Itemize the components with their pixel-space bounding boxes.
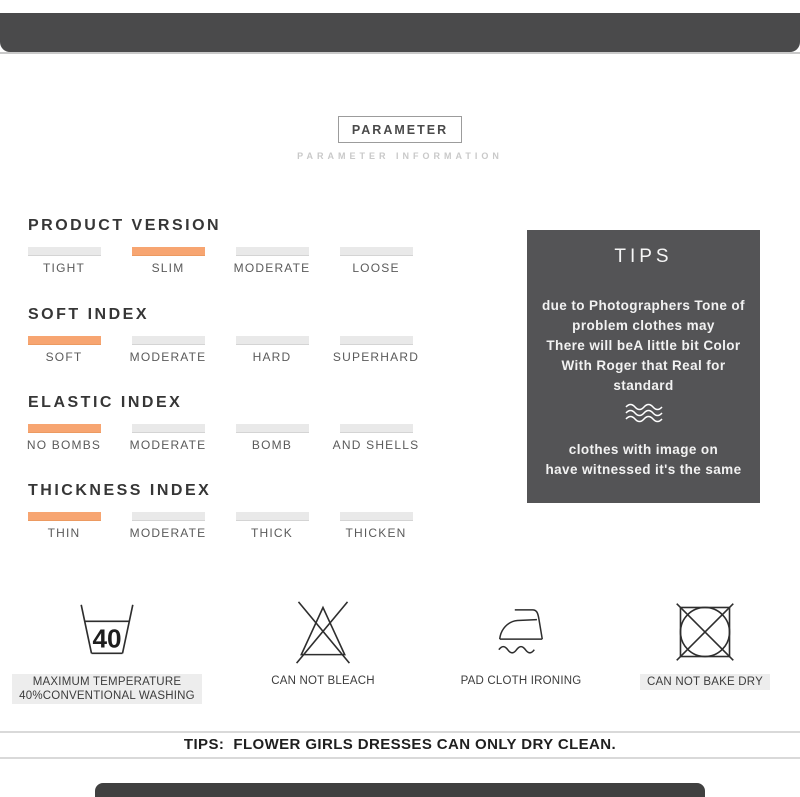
option-label: MODERATE	[129, 350, 207, 364]
rating-bar	[28, 247, 101, 256]
care-item-ironing	[432, 597, 610, 704]
option-and-shells	[324, 424, 428, 452]
wash-tub-40-icon	[75, 597, 139, 667]
care-item-washing	[0, 597, 214, 704]
option-label: MODERATE	[129, 526, 207, 540]
option-row	[12, 336, 462, 364]
option-bomb	[220, 424, 324, 452]
option-label: TIGHT	[43, 261, 85, 275]
care-label-line: MAXIMUM TEMPERATURE	[32, 676, 182, 688]
care-item-no-bleach	[214, 597, 432, 704]
care-label	[12, 674, 202, 704]
rating-bar	[236, 424, 309, 433]
section-soft-index	[12, 306, 462, 364]
wash-temperature: 40	[92, 623, 122, 654]
option-loose	[324, 247, 428, 275]
option-thin	[12, 512, 116, 540]
tips-line: clothes with image on	[568, 442, 719, 457]
pad-cloth-iron-icon	[490, 597, 552, 667]
option-label: MODERATE	[233, 261, 311, 275]
option-label: THIN	[47, 526, 81, 540]
rating-bar	[340, 512, 413, 521]
section-heading: ELASTIC INDEX	[28, 394, 183, 411]
option-thicken	[324, 512, 428, 540]
option-tight	[12, 247, 116, 275]
no-bleach-icon	[290, 597, 356, 667]
no-tumble-dry-icon	[672, 597, 738, 667]
tips-title: TIPS	[614, 246, 673, 267]
rating-bar-active	[28, 512, 101, 521]
rating-bar-active	[132, 247, 205, 256]
section-thickness-index	[12, 482, 462, 540]
care-label	[271, 674, 375, 688]
care-label-line: PAD CLOTH IRONING	[460, 675, 582, 687]
tips-line: due to Photographers Tone of	[542, 298, 745, 313]
section-elastic-index	[12, 394, 462, 452]
rating-bar	[236, 512, 309, 521]
option-label: THICKEN	[345, 526, 407, 540]
care-label-line: CAN NOT BAKE DRY	[647, 676, 763, 688]
option-superhard	[324, 336, 428, 364]
rating-bar	[340, 247, 413, 256]
page-subtitle: PARAMETER INFORMATION	[297, 151, 503, 161]
option-row	[12, 424, 462, 452]
tips-line: standard	[613, 378, 674, 393]
bottom-tip-banner: TIPS: FLOWER GIRLS DRESSES CAN ONLY DRY CLEAN.	[0, 731, 800, 759]
option-label: AND SHELLS	[332, 438, 420, 452]
option-row	[12, 512, 462, 540]
top-band-underline	[0, 52, 800, 54]
page-title: PARAMETER	[338, 116, 462, 143]
tips-line: have witnessed it's the same	[545, 462, 742, 477]
option-thick	[220, 512, 324, 540]
care-label	[461, 674, 582, 688]
top-dark-band	[0, 13, 800, 52]
option-label: SOFT	[45, 350, 83, 364]
rating-bar-active	[28, 424, 101, 433]
rating-bar	[132, 424, 205, 433]
section-heading: PRODUCT VERSION	[28, 217, 222, 234]
tips-panel	[527, 230, 760, 503]
tips-text-block-2	[527, 440, 760, 480]
tips-text-block	[527, 296, 760, 396]
section-heading: SOFT INDEX	[28, 306, 150, 323]
option-moderate	[220, 247, 324, 275]
option-hard	[220, 336, 324, 364]
section-heading: THICKNESS INDEX	[28, 482, 212, 499]
rating-bar	[340, 424, 413, 433]
care-symbols-row	[0, 597, 800, 704]
option-row	[12, 247, 462, 275]
section-product-version	[12, 217, 462, 275]
option-moderate	[116, 336, 220, 364]
option-soft	[12, 336, 116, 364]
option-slim	[116, 247, 220, 275]
rating-bar	[132, 336, 205, 345]
option-label: LOOSE	[352, 261, 400, 275]
option-label: NO BOMBS	[26, 438, 102, 452]
option-moderate	[116, 512, 220, 540]
triple-wave-icon	[527, 403, 760, 428]
option-label: BOMB	[251, 438, 293, 452]
care-label-line: 40%CONVENTIONAL WASHING	[19, 690, 195, 702]
care-label-line: CAN NOT BLEACH	[271, 675, 375, 687]
tips-line: There will beA little bit Color	[546, 338, 741, 353]
tips-line: With Roger that Real for	[561, 358, 726, 373]
care-label	[640, 674, 770, 690]
rating-bar	[132, 512, 205, 521]
rating-bar	[236, 336, 309, 345]
parameter-header	[0, 116, 800, 161]
rating-bar	[236, 247, 309, 256]
option-label: THICK	[251, 526, 293, 540]
option-moderate	[116, 424, 220, 452]
tips-line: problem clothes may	[572, 318, 715, 333]
option-label: SUPERHARD	[332, 350, 420, 364]
rating-bar-active	[28, 336, 101, 345]
option-label: MODERATE	[129, 438, 207, 452]
option-label: HARD	[252, 350, 292, 364]
option-label: SLIM	[151, 261, 185, 275]
care-item-no-tumble-dry	[610, 597, 800, 704]
option-no-bombs	[12, 424, 116, 452]
rating-bar	[340, 336, 413, 345]
footer-dark-band	[95, 783, 705, 797]
